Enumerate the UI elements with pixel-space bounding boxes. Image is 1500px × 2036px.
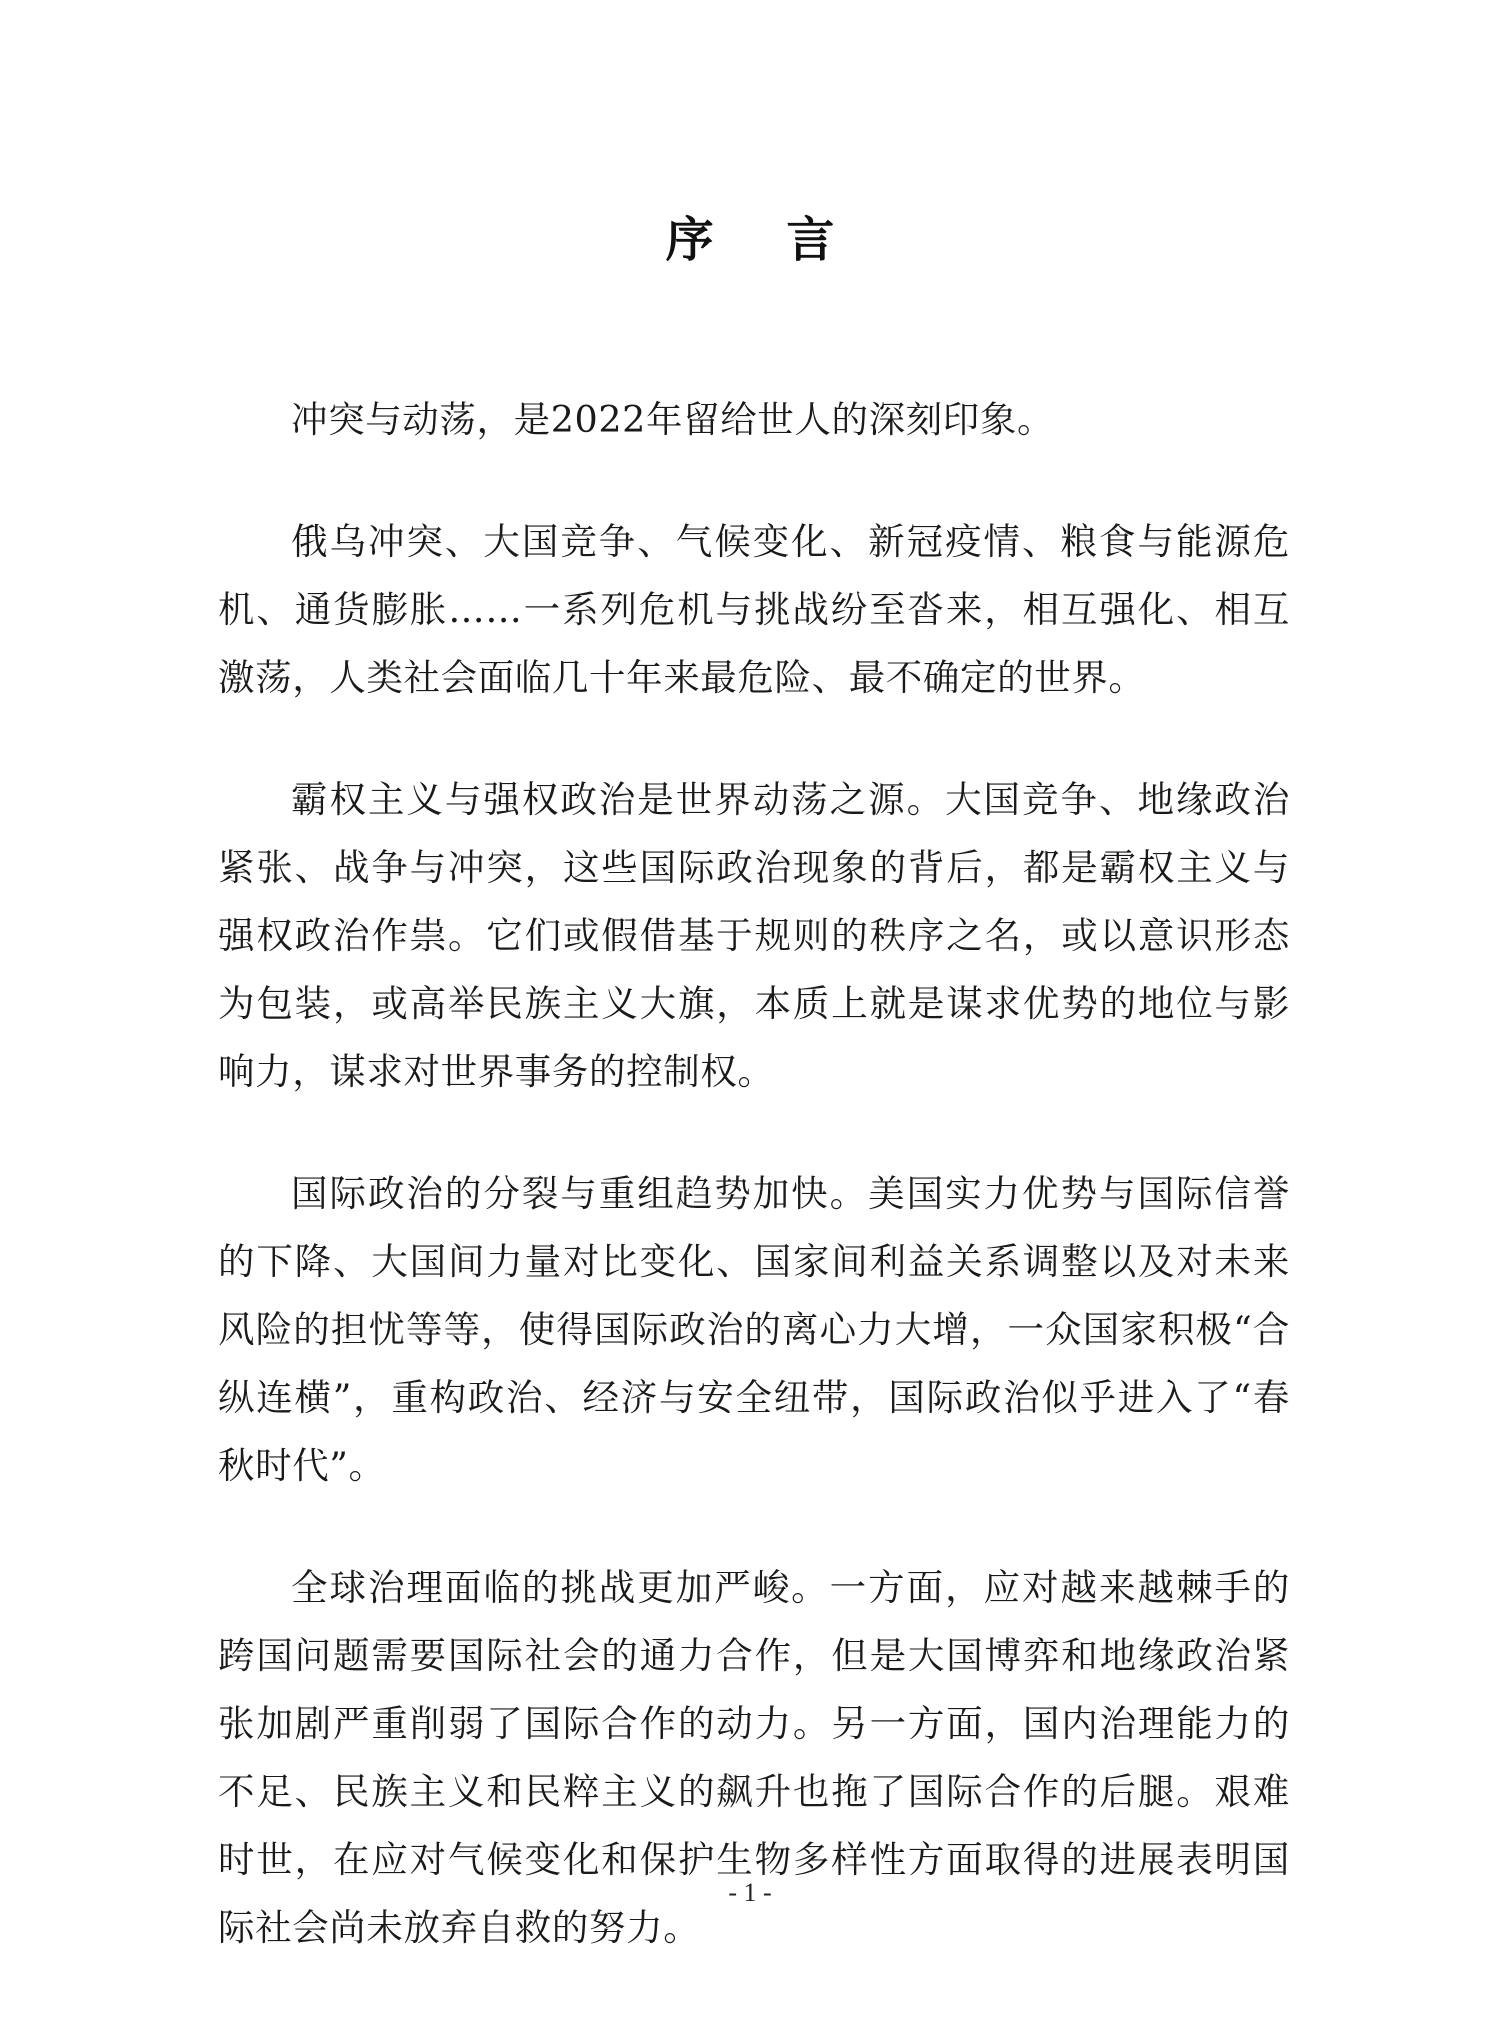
paragraph-3: 霸权主义与强权政治是世界动荡之源。大国竞争、地缘政治紧张、战争与冲突，这些国际政治现象的背后，都是霸权主义与强权政治作祟。它们或假借基于规则的秩序之名，或以意识形态为包装，或高举民族主义大旗，本质上就是谋求优势的地位与影响力，谋求对世界事务的控制权。: [218, 778, 1290, 1093]
paragraph-5: 全球治理面临的挑战更加严峻。一方面，应对越来越棘手的跨国问题需要国际社会的通力合作，但是大国博弈和地缘政治紧张加剧严重削弱了国际合作的动力。另一方面，国内治理能力的不足、民族主义和民粹主义的飙升也拖了国际合作的后腿。艰难时世，在应对气候变化和保护生物多样性方面取得的进展表明国际社会尚未放弃自救的努力。: [218, 1566, 1290, 1949]
body-text: [218, 386, 1290, 2016]
paragraph-4: 国际政治的分裂与重组趋势加快。美国实力优势与国际信誉的下降、大国间力量对比变化、国家间利益关系调整以及对未来风险的担忧等等，使得国际政治的离心力大增，一众国家积极“合纵连横”，重构政治、经济与安全纽带，国际政治似乎进入了“春秋时代”。: [218, 1172, 1290, 1487]
paragraph-2: 俄乌冲突、大国竞争、气候变化、新冠疫情、粮食与能源危机、通货膨胀……一系列危机与挑战纷至沓来，相互强化、相互激荡，人类社会面临几十年来最危险、最不确定的世界。: [218, 520, 1290, 699]
page-title: 序 言: [665, 212, 863, 268]
paragraph-1: 冲突与动荡，是2022年留给世人的深刻印象。: [291, 398, 1055, 441]
page-number: - 1 -: [728, 1878, 772, 1907]
